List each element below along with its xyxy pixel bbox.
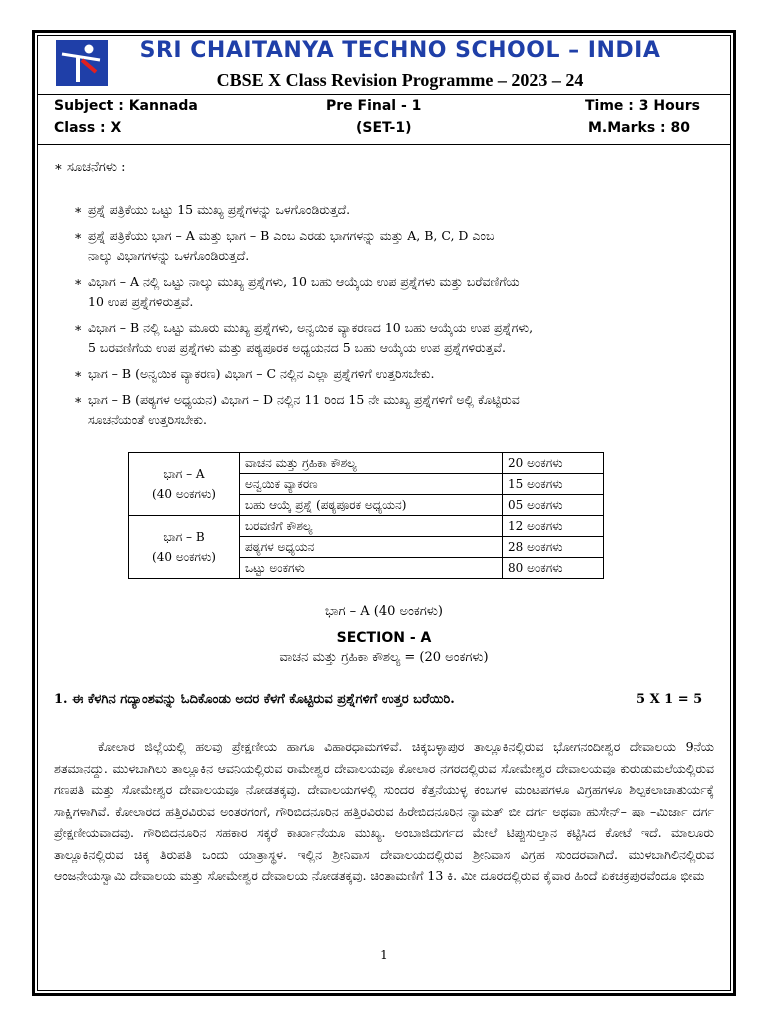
marks-cell: 05 ಅಂಕಗಳು: [503, 495, 604, 516]
time-label: Time : 3 Hours: [585, 98, 700, 114]
topic-cell: ವಾಚನ ಮತ್ತು ಗ್ರಹಿಕಾ ಕೌಶಲ್ಯ: [240, 453, 503, 474]
header-rule-top: [37, 94, 731, 95]
topic-cell: ಬರವಣಿಗೆ ಕೌಶಲ್ಯ: [240, 516, 503, 537]
instruction-item: ∗ ಭಾಗ – B (ಪಠ್ಯಗಳ ಅಧ್ಯಯನ) ವಿಭಾಗ – D ನಲ್ಲಿನ 11 ರಿಂದ 15 ನೇ ಮುಖ್ಯ ಪ್ರಶ್ನೆಗಳಿಗೆ ಅಲ್ಲಿ ಕೊಟ್ಟಿರುವ ಸೂಚನೆಯಂತೆ ಉತ್ತರಿಸಬೇಕು.: [74, 392, 520, 427]
reading-passage: ಕೋಲಾರ ಜಿಲ್ಲೆಯಲ್ಲಿ ಹಲವು ಪ್ರೇಕ್ಷಣೀಯ ಹಾಗೂ ವಿಹಾರಧಾಮಗಳಿವೆ. ಚಿಕ್ಕಬಳ್ಳಾಪುರ ತಾಲ್ಲೂಕಿನಲ್ಲಿರುವ ಭೋಗನಂದೀಶ್ವರ ದೇವಾಲಯ 9ನೆಯ ಶತಮಾನದ್ದು. ಮುಳಬಾಗಿಲು ತಾಲ್ಲೂಕಿನ ಆವನಿಯಲ್ಲಿರುವ ರಾಮೇಶ್ವರ ದೇವಾಲಯವೂ ಕೋಲಾರ ನಗರದಲ್ಲಿರುವ ಸೋಮೇಶ್ವರ ದೇವಾಲಯವೂ ಕುರುಡುಮಲೆಯಲ್ಲಿರುವ ಗಣಪತಿ ಮತ್ತು ಸೋಮೇಶ್ವರ ದೇವಾಲಯವೂ ನೋಡತಕ್ಕವು. ದೇವಾಲಯಗಳಲ್ಲಿ ಸುಂದರ ಕೆತ್ತನೆಯುಳ್ಳ ಕಂಬಗಳ ಮಂಟಪಗಳೂ ವಿಗ್ರಹಗಳೂ ಶಿಲ್ಪಕಲಾಚಾತುರ್ಯಕ್ಕೆ ಸಾಕ್ಷಿಗಳಾಗಿವೆ. ಕೋಲಾರದ ಹತ್ತಿರವಿರುವ ಅಂತರಗಂಗೆ, ಗೌರಿಬಿದನೂರಿನ ಹತ್ತಿರವಿರುವ ಹಿರೇಬಿದನೂರಿನ ನ್ಯಾಮತ್ ಬೀ ದರ್ಗ ಅಥವಾ ಹುಸೇನ್– ಷಾ –ಮಿರ್ಜಾ ದರ್ಗ ಪ್ರೇಕ್ಷಣೀಯವಾದವು. ಗೌರಿಬಿದನೂರಿನ ಸಹಕಾರ ಸಕ್ಕರೆ ಕಾರ್ಖಾನೆಯೂ ಮುಖ್ಯ. ಅಂಬಾಜಿದುರ್ಗದ ಮೇಲೆ ಟಿಪ್ಪುಸುಲ್ತಾನ ಕಟ್ಟಿಸಿದ ಕೋಟೆ ಇದೆ. ಮಾಲೂರು ತಾಲ್ಲೂಕಿನಲ್ಲಿರುವ ಚಿಕ್ಕ ತಿರುಪತಿ ಒಂದು ಯಾತ್ರಾಸ್ಥಳ. ಇಲ್ಲಿನ ಶ್ರೀನಿವಾಸ ದೇವಾಲಯದಲ್ಲಿರುವ ಶ್ರೀನಿವಾಸ ವಿಗ್ರಹ ಸುಂದರವಾಗಿದೆ. ಮುಳಬಾಗಿಲಿನಲ್ಲಿರುವ ಆಂಜನೇಯಸ್ವಾಮಿ ದೇವಾಲಯ ಮತ್ತು ಸೋಮೇಶ್ವರ ದೇವಾಲಯ ನೋಡತಕ್ಕವು. ಚಿಂತಾಮಣಿಗೆ 13 ಕಿ. ಮೀ ದೂರದಲ್ಲಿರುವ ಕೈವಾರ ಹಿಂದೆ ಏಕಚಕ್ರಪುರವೆಂದೂ ಭೀಮ: [54, 739, 714, 883]
instruction-item: ∗ ಭಾಗ – B (ಅನ್ವಯಿಕ ವ್ಯಾಕರಣ) ವಿಭಾಗ – C ನಲ್ಲಿನ ಎಲ್ಲಾ ಪ್ರಶ್ನೆಗಳಿಗೆ ಉತ್ತರಿಸಬೇಕು.: [74, 366, 435, 381]
max-marks-label: M.Marks : 80: [588, 120, 691, 136]
runner-logo-icon: [56, 40, 108, 86]
set-label: (SET-1): [356, 120, 412, 136]
header-rule-bottom: [37, 144, 731, 145]
topic-cell: ಪಠ್ಯಗಳ ಅಧ್ಯಯನ: [240, 537, 503, 558]
section-subtitle: ವಾಚನ ಮತ್ತು ಗ್ರಹಿಕಾ ಕೌಶಲ್ಯ = (20 ಅಂಕಗಳು): [279, 650, 489, 665]
section-title: SECTION - A: [336, 630, 432, 646]
programme-title: CBSE X Class Revision Programme – 2023 – 24: [216, 70, 584, 90]
topic-cell: ಒಟ್ಟು ಅಂಕಗಳು: [240, 558, 503, 579]
instruction-item: ∗ ಪ್ರಶ್ನೆ ಪತ್ರಿಕೆಯು ಭಾಗ – A ಮತ್ತು ಭಾಗ – B ಎಂಬ ಎರಡು ಭಾಗಗಳನ್ನು ಮತ್ತು A, B, C, D ಎಂಬ ನಾಲ್ಕು ವಿಭಾಗಗಳನ್ನು ಒಳಗೊಂಡಿರುತ್ತದೆ.: [74, 228, 495, 263]
question-1-marks: 5 X 1 = 5: [636, 692, 703, 707]
marks-cell: 12 ಅಂಕಗಳು: [503, 516, 604, 537]
topic-cell: ಬಹು ಆಯ್ಕೆ ಪ್ರಶ್ನೆ (ಪಠ್ಯಪೂರಕ ಅಧ್ಯಯನ): [240, 495, 503, 516]
exam-label: Pre Final - 1: [326, 98, 422, 114]
table-row: [129, 516, 604, 537]
table-row: [129, 453, 604, 474]
question-1-text: 1. ಈ ಕೆಳಗಿನ ಗದ್ಯಾಂಶವನ್ನು ಓದಿಕೊಂಡು ಅದರ ಕೆಳಗೆ ಕೊಟ್ಟಿರುವ ಪ್ರಶ್ನೆಗಳಿಗೆ ಉತ್ತರ ಬರೆಯಿರಿ.: [54, 692, 455, 707]
marks-distribution-table: [128, 452, 604, 579]
instructions-heading: ∗ ಸೂಚನೆಗಳು :: [54, 160, 126, 175]
marks-cell: 20 ಅಂಕಗಳು: [503, 453, 604, 474]
topic-cell: ಅನ್ವಯಿಕ ವ್ಯಾಕರಣ: [240, 474, 503, 495]
part-a-heading: ಭಾಗ – A (40 ಅಂಕಗಳು): [324, 604, 443, 619]
instruction-item: ∗ ವಿಭಾಗ – B ನಲ್ಲಿ ಒಟ್ಟು ಮೂರು ಮುಖ್ಯ ಪ್ರಶ್ನೆಗಳು, ಅನ್ವಯಿಕ ವ್ಯಾಕರಣದ 10 ಬಹು ಆಯ್ಕೆಯ ಉಪ ಪ್ರಶ್ನೆಗಳು, 5 ಬರವಣಿಗೆಯ ಉಪ ಪ್ರಶ್ನೆಗಳು ಮತ್ತು ಪಠ್ಯಪೂರಕ ಅಧ್ಯಯನದ 5 ಬಹು ಆಯ್ಕೆಯ ಉಪ ಪ್ರಶ್ನೆಗಳಿರುತ್ತವೆ.: [74, 320, 534, 355]
marks-cell: 15 ಅಂಕಗಳು: [503, 474, 604, 495]
instruction-item: ∗ ವಿಭಾಗ – A ನಲ್ಲಿ ಒಟ್ಟು ನಾಲ್ಕು ಮುಖ್ಯ ಪ್ರಶ್ನೆಗಳು, 10 ಬಹು ಆಯ್ಕೆಯ ಉಪ ಪ್ರಶ್ನೆಗಳು ಮತ್ತು ಬರೆವಣಿಗೆಯ 10 ಉಪ ಪ್ರಶ್ನೆಗಳಿರುತ್ತವೆ.: [74, 274, 520, 309]
subject-label: Subject : Kannada: [54, 98, 198, 114]
page-number: 1: [380, 948, 388, 962]
instruction-item: ∗ ಪ್ರಶ್ನೆ ಪತ್ರಿಕೆಯು ಒಟ್ಟು 15 ಮುಖ್ಯ ಪ್ರಶ್ನೆಗಳನ್ನು ಒಳಗೊಂಡಿರುತ್ತದೆ.: [74, 202, 351, 217]
school-name: SRI CHAITANYA TECHNO SCHOOL – INDIA: [139, 38, 661, 63]
marks-cell: 80 ಅಂಕಗಳು: [503, 558, 604, 579]
part-a-cell: ಭಾಗ – A (40 ಅಂಕಗಳು): [129, 453, 240, 516]
marks-cell: 28 ಅಂಕಗಳು: [503, 537, 604, 558]
part-b-cell: ಭಾಗ – B (40 ಅಂಕಗಳು): [129, 516, 240, 579]
class-label: Class : X: [54, 120, 122, 136]
